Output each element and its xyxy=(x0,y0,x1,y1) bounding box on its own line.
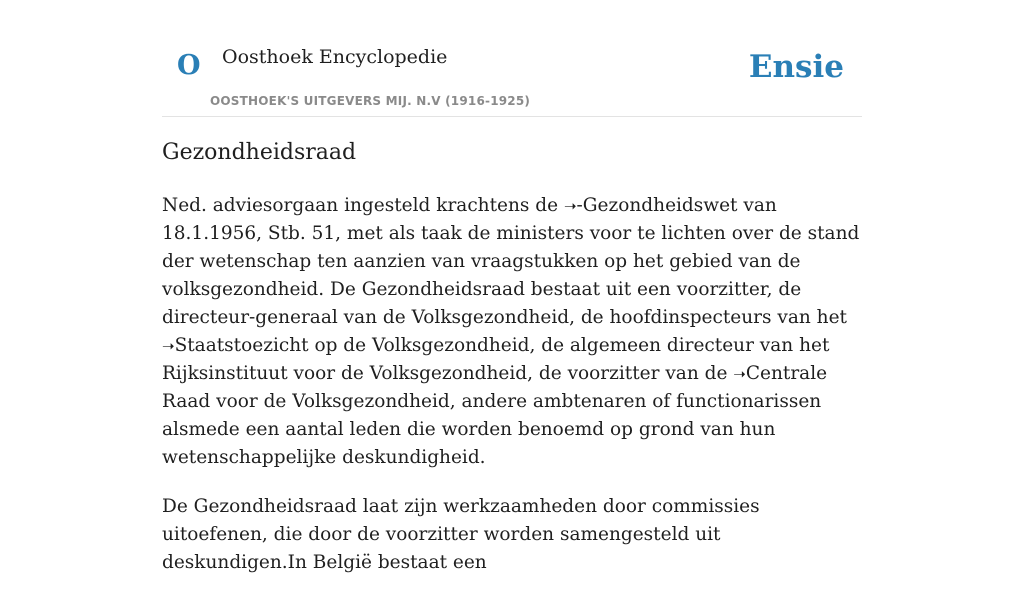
reference-link-staatstoezicht[interactable]: Staatstoezicht op de Volksgezondheid xyxy=(174,334,530,356)
entry-paragraph xyxy=(162,192,862,472)
header xyxy=(162,0,862,117)
paragraph-text: , de algemeen directeur van het Rijksinstituut voor de Volksgezondheid, de voorzitter van de xyxy=(162,334,830,384)
entry-content xyxy=(162,138,862,598)
entry-paragraph: De Gezondheidsraad laat zijn werkzaamheden door commissies uitoefenen, die door de voorzitter worden samengesteld uit deskundigen.In België bestaat een xyxy=(162,495,760,573)
reference-link-gezondheidswet[interactable]: -Gezondheidswet xyxy=(576,194,738,216)
paragraph-text: , andere ambtenaren of functionarissen alsmede een aantal leden die worden benoemd op grond van hun wetenschappelijke deskundigheid. xyxy=(162,390,822,468)
reference-arrow-icon: ➝ xyxy=(162,336,175,355)
brand-logo[interactable]: Ensie xyxy=(748,49,844,85)
entry-title: Gezondheidsraad xyxy=(162,140,357,165)
paragraph-text: Ned. adviesorgaan ingesteld krachtens de xyxy=(162,194,564,216)
book-initial-logo[interactable]: O xyxy=(177,50,201,81)
reference-arrow-icon: ➝ xyxy=(733,364,746,383)
paragraph-text: van 18.1.1956, Stb. 51, met als taak de ministers voor te lichten over de stand der wetenschap ten aanzien van vraagstukken op het gebied van de volksgezondheid. De Gezondheidsraad bestaat uit een voorzitter, de directeur-generaal van de Volksgezondheid, de hoofdinspecteurs van het xyxy=(162,194,860,328)
reference-link-centrale-raad[interactable]: Centrale Raad voor de Volksgezondheid xyxy=(162,362,828,412)
reference-arrow-icon: ➝ xyxy=(563,196,577,215)
publisher-label: OOSTHOEK'S UITGEVERS MIJ. N.V (1916-1925) xyxy=(210,94,531,108)
book-title-link[interactable]: Oosthoek Encyclopedie xyxy=(222,46,448,68)
